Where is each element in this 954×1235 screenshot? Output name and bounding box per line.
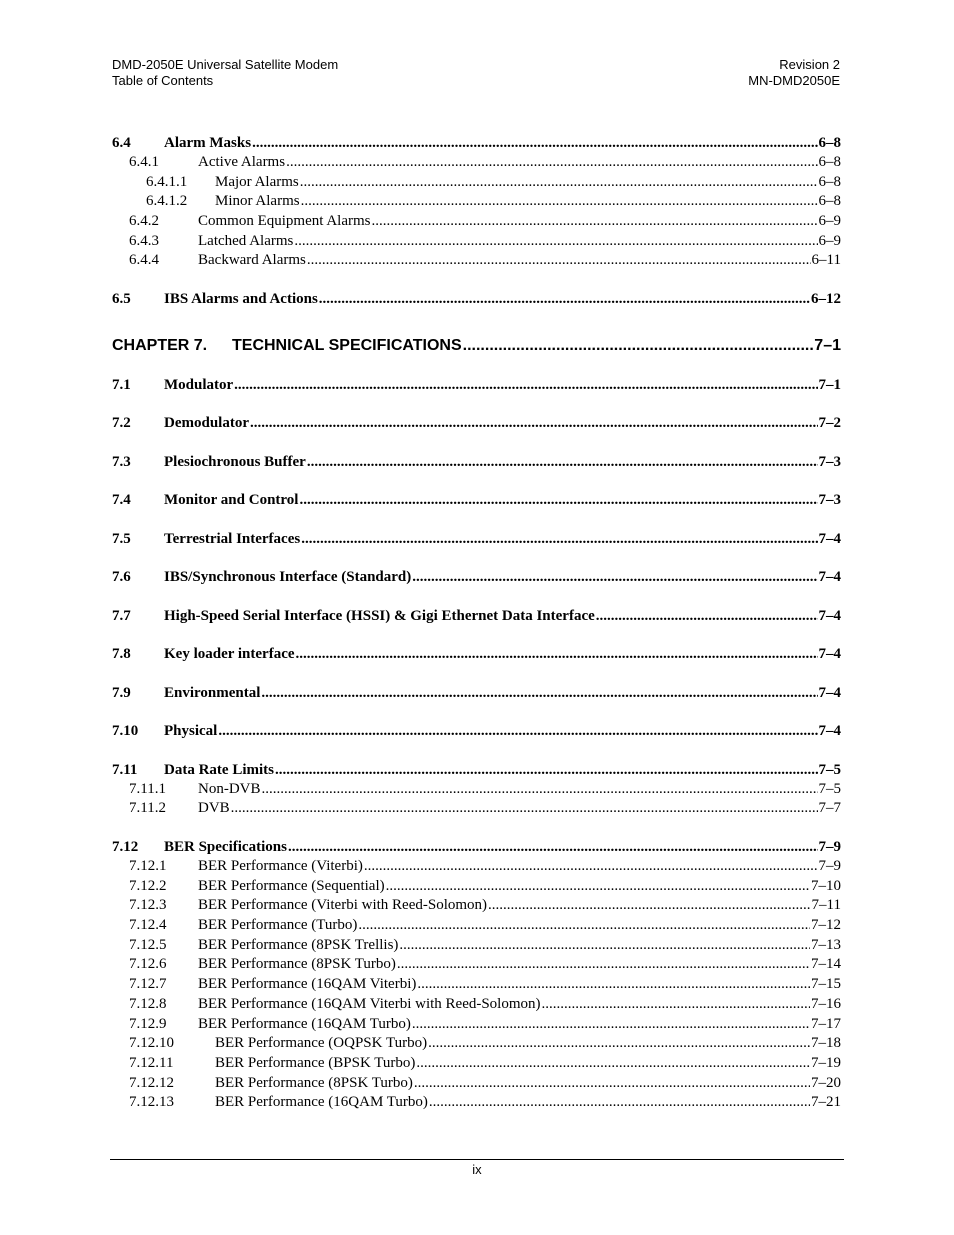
toc-entry-number: 6.4.1 (129, 154, 159, 170)
toc-entry-6-4-2[interactable] (112, 212, 841, 232)
dot-leader (299, 491, 817, 510)
toc-entry-page: 7–5 (818, 780, 841, 797)
toc-entry-title: BER Performance (Viterbi with Reed-Solomon) (198, 897, 488, 914)
toc-entry-page: 7–10 (811, 877, 841, 894)
revision-label: Revision 2 (779, 57, 840, 72)
toc-entry-7-5[interactable] (112, 530, 841, 549)
toc-entry-7-12-1[interactable] (112, 857, 841, 877)
dot-leader (301, 530, 817, 549)
toc-entry-number: 7.8 (112, 646, 131, 663)
toc-chapter-7[interactable] (112, 336, 841, 356)
dot-leader (275, 761, 818, 780)
dot-leader (417, 975, 810, 995)
toc-entry-number: 6.4.3 (129, 232, 159, 249)
toc-entry-title: Alarm Masks (164, 135, 252, 151)
toc-entry-number: 7.6 (112, 569, 131, 586)
dot-leader (300, 173, 818, 193)
dot-leader (488, 896, 811, 916)
toc-entry-title: BER Performance (BPSK Turbo) (215, 1054, 416, 1071)
toc-entry-number: 7.12.4 (129, 917, 167, 934)
toc-entry-page: 7–17 (811, 1015, 841, 1032)
toc-entry-number: 6.4.1.2 (146, 193, 188, 210)
toc-entry-title: BER Performance (8PSK Turbo) (215, 1074, 413, 1091)
spacer (112, 510, 841, 530)
dot-leader (372, 212, 818, 232)
toc-entry-number: 7.3 (112, 453, 131, 470)
dot-leader (250, 414, 818, 433)
toc-entry-7-10[interactable] (112, 722, 841, 741)
toc-entry-title: Monitor and Control (164, 492, 299, 509)
toc-entry-title: IBS Alarms and Actions (164, 291, 318, 308)
toc-entry-title: BER Performance (OQPSK Turbo) (215, 1035, 428, 1052)
toc-entry-page: 7–20 (811, 1074, 841, 1091)
toc-entry-6-4[interactable] (112, 134, 841, 153)
spacer (112, 741, 841, 761)
toc-entry-page: 6–9 (818, 232, 841, 249)
dot-leader (319, 290, 810, 309)
spacer (112, 309, 841, 336)
dot-leader (412, 568, 817, 587)
toc-entry-6-4-1-1[interactable] (112, 173, 841, 193)
toc-entry-number: 7.12.11 (129, 1054, 174, 1071)
toc-entry-title: Active Alarms (198, 154, 286, 170)
dot-leader (288, 838, 818, 857)
toc-entry-7-12-10[interactable] (112, 1034, 841, 1054)
toc-entry-6-4-4[interactable] (112, 251, 841, 271)
dot-leader (286, 153, 817, 173)
spacer (112, 433, 841, 453)
dot-leader (386, 877, 810, 897)
toc-entry-7-3[interactable] (112, 453, 841, 472)
toc-entry-page: 7–1 (818, 376, 841, 393)
toc-entry-number: 7.9 (112, 684, 131, 701)
toc-entry-number: 7.12.5 (129, 936, 167, 953)
dot-leader (218, 722, 817, 741)
toc-entry-number: 7.12.7 (129, 976, 167, 993)
toc-entry-page: 7–4 (818, 569, 841, 586)
toc-entry-title: DVB (198, 800, 230, 817)
spacer (112, 472, 841, 492)
toc-entry-page: 7–21 (811, 1094, 841, 1111)
page-number: ix (472, 1162, 482, 1177)
toc-entry-page: 6–8 (818, 135, 841, 151)
toc-entry-number: 7.5 (112, 530, 131, 547)
toc-entry-page: 7–3 (818, 453, 841, 470)
toc-entry-title: Modulator (164, 376, 234, 393)
toc-entry-number: 6.4.4 (129, 252, 159, 269)
toc-chapter-title: TECHNICAL SPECIFICATIONS (232, 337, 462, 355)
toc-entry-7-2[interactable] (112, 414, 841, 433)
dot-leader (364, 857, 818, 877)
toc-entry-number: 6.4.2 (129, 213, 159, 230)
toc-entry-title: Demodulator (164, 415, 249, 432)
toc-entry-page: 6–9 (818, 213, 841, 230)
toc-entry-page: 6–11 (811, 252, 841, 269)
toc-entry-number: 7.12.12 (129, 1074, 174, 1091)
spacer (112, 587, 841, 607)
toc-entry-title: BER Performance (8PSK Trellis) (198, 936, 399, 953)
toc-chapter-number: CHAPTER 7. (112, 337, 208, 355)
dot-leader (542, 995, 810, 1015)
spacer (112, 819, 841, 838)
toc-entry-number: 6.4 (112, 135, 131, 151)
spacer (112, 271, 841, 290)
toc-entry-page: 6–8 (818, 154, 841, 170)
toc-entry-number: 7.12 (112, 839, 139, 855)
footer-divider (110, 1159, 844, 1160)
toc-entry-title: Data Rate Limits (164, 761, 274, 778)
toc-entry-title: Major Alarms (215, 173, 299, 190)
toc-entry-number: 7.12.6 (129, 956, 167, 973)
spacer (112, 395, 841, 415)
dot-leader (416, 1054, 810, 1074)
toc-entry-number: 7.12.8 (129, 995, 167, 1012)
toc-entry-page: 7–3 (818, 492, 841, 509)
toc-entry-title: Key loader interface (164, 646, 295, 663)
toc-entry-page: 7–4 (818, 684, 841, 701)
toc-entry-page: 7–11 (811, 897, 841, 914)
toc-entry-page: 7–12 (811, 917, 841, 934)
spacer (112, 703, 841, 723)
dot-leader (262, 780, 818, 800)
toc-entry-number: 7.1 (112, 376, 131, 393)
dot-leader (307, 251, 811, 271)
toc-entry-page: 7–4 (818, 530, 841, 547)
dot-leader (463, 336, 814, 356)
toc-entry-7-11[interactable] (112, 761, 841, 780)
dot-leader (596, 607, 818, 626)
toc-entry-title: Non-DVB (198, 780, 261, 797)
spacer (112, 626, 841, 646)
toc-entry-7-12-3[interactable] (112, 896, 841, 916)
header-right (748, 57, 840, 89)
toc-entry-7-12-8[interactable] (112, 995, 841, 1015)
dot-leader (296, 645, 818, 664)
toc-entry-7-12-9[interactable] (112, 1015, 841, 1035)
toc-entry-number: 7.12.9 (129, 1015, 167, 1032)
toc-entry-number: 6.4.1.1 (146, 173, 188, 190)
dot-leader (234, 376, 817, 395)
dot-leader (307, 453, 818, 472)
dot-leader (414, 1074, 810, 1094)
toc-entry-6-4-1[interactable] (112, 153, 841, 173)
toc-entry-title: BER Specifications (164, 839, 287, 855)
toc-entry-page: 7–9 (818, 858, 841, 874)
toc-entry-title: Terrestrial Interfaces (164, 530, 301, 547)
dot-leader (301, 192, 818, 212)
toc-entry-7-8[interactable] (112, 645, 841, 664)
toc-entry-page: 7–4 (818, 723, 841, 740)
toc-entry-page: 7–9 (818, 839, 841, 855)
toc-entry-number: 7.12.10 (129, 1035, 174, 1052)
dot-leader (399, 936, 810, 956)
toc-entry-title: BER Performance (16QAM Turbo) (198, 1015, 411, 1032)
dot-leader (358, 916, 810, 936)
toc-entry-7-12-4[interactable] (112, 916, 841, 936)
toc-entry-6-4-1-2[interactable] (112, 192, 841, 212)
dot-leader (252, 134, 817, 153)
toc-entry-page: 7–18 (811, 1035, 841, 1052)
toc-entry-7-11-1[interactable] (112, 780, 841, 800)
dot-leader (231, 799, 818, 819)
toc-entry-number: 7.2 (112, 415, 131, 432)
toc-entry-page: 7–19 (811, 1054, 841, 1071)
toc-entry-page: 7–5 (818, 761, 841, 778)
toc-entry-7-1[interactable] (112, 376, 841, 395)
toc-chapter-page: 7–1 (814, 337, 841, 355)
toc-entry-title: Common Equipment Alarms (198, 213, 371, 230)
toc-entry-number: 7.12.2 (129, 877, 167, 894)
toc-entry-page: 7–14 (811, 956, 841, 973)
toc-entry-7-11-2[interactable] (112, 799, 841, 819)
toc-entry-number: 7.11 (112, 761, 138, 778)
toc-entry-7-12-11[interactable] (112, 1054, 841, 1074)
toc-entry-page: 7–16 (811, 995, 841, 1012)
header-left (112, 57, 338, 89)
section-title: Table of Contents (112, 73, 214, 88)
toc-entry-title: BER Performance (16QAM Viterbi with Reed-Solomon) (198, 995, 541, 1012)
toc-entry-title: High-Speed Serial Interface (HSSI) & Gigi Ethernet Data Interface (164, 607, 595, 624)
toc-entry-page: 7–4 (818, 646, 841, 663)
dot-leader (397, 955, 810, 975)
dot-leader (428, 1034, 810, 1054)
spacer (112, 664, 841, 684)
document-number: MN-DMD2050E (748, 73, 840, 88)
dot-leader (261, 684, 817, 703)
toc-entry-number: 7.11.2 (129, 800, 166, 817)
toc-entry-title: BER Performance (8PSK Turbo) (198, 956, 396, 973)
spacer (112, 356, 841, 376)
toc-entry-7-12-13[interactable] (112, 1093, 841, 1113)
toc-entry-6-5[interactable] (112, 290, 841, 309)
toc-entry-page: 6–8 (818, 173, 841, 190)
toc-entry-page: 7–2 (818, 415, 841, 432)
toc-entry-title: Physical (164, 723, 218, 740)
toc-entry-7-12-6[interactable] (112, 955, 841, 975)
toc-entry-page: 6–8 (818, 193, 841, 210)
toc-entry-number: 7.10 (112, 723, 139, 740)
toc-entry-page: 7–13 (811, 936, 841, 953)
toc-entry-number: 7.7 (112, 607, 131, 624)
toc-entry-7-12-2[interactable] (112, 877, 841, 897)
toc-entry-number: 7.12.13 (129, 1094, 174, 1111)
dot-leader (412, 1015, 810, 1035)
dot-leader (294, 232, 817, 252)
toc-entry-7-9[interactable] (112, 684, 841, 703)
toc-entry-number: 7.12.1 (129, 858, 167, 874)
toc-entry-number: 7.4 (112, 492, 131, 509)
toc-entry-page: 7–7 (818, 800, 841, 817)
spacer (112, 549, 841, 569)
toc-entry-7-12[interactable] (112, 838, 841, 857)
toc-entry-7-12-12[interactable] (112, 1074, 841, 1094)
toc-entry-7-7[interactable] (112, 607, 841, 626)
toc-entry-page: 7–4 (818, 607, 841, 624)
toc-entry-title: Plesiochronous Buffer (164, 453, 306, 470)
toc-entry-title: BER Performance (Sequential) (198, 877, 385, 894)
dot-leader (429, 1093, 810, 1113)
toc-entry-title: BER Performance (Turbo) (198, 917, 358, 934)
toc-entry-7-12-5[interactable] (112, 936, 841, 956)
toc-entry-page: 6–12 (811, 291, 841, 308)
toc-entry-7-12-7[interactable] (112, 975, 841, 995)
toc-entry-title: Latched Alarms (198, 232, 294, 249)
toc-entry-title: Backward Alarms (198, 252, 306, 269)
toc-entry-title: BER Performance (16QAM Viterbi) (198, 976, 417, 993)
toc-entry-title: Environmental (164, 684, 261, 701)
toc-entry-page: 7–15 (811, 976, 841, 993)
toc-entry-7-6[interactable] (112, 568, 841, 587)
toc-entry-title: BER Performance (16QAM Turbo) (215, 1094, 428, 1111)
toc-entry-number: 7.11.1 (129, 780, 166, 797)
toc-entry-number: 7.12.3 (129, 897, 167, 914)
toc-entry-6-4-3[interactable] (112, 232, 841, 252)
toc-entry-title: IBS/Synchronous Interface (Standard) (164, 569, 412, 586)
toc-entry-number: 6.5 (112, 291, 131, 308)
table-of-contents (112, 134, 841, 1113)
toc-entry-7-4[interactable] (112, 491, 841, 510)
toc-entry-title: Minor Alarms (215, 193, 300, 210)
toc-entry-title: BER Performance (Viterbi) (198, 858, 363, 874)
document-title: DMD-2050E Universal Satellite Modem (112, 57, 339, 72)
